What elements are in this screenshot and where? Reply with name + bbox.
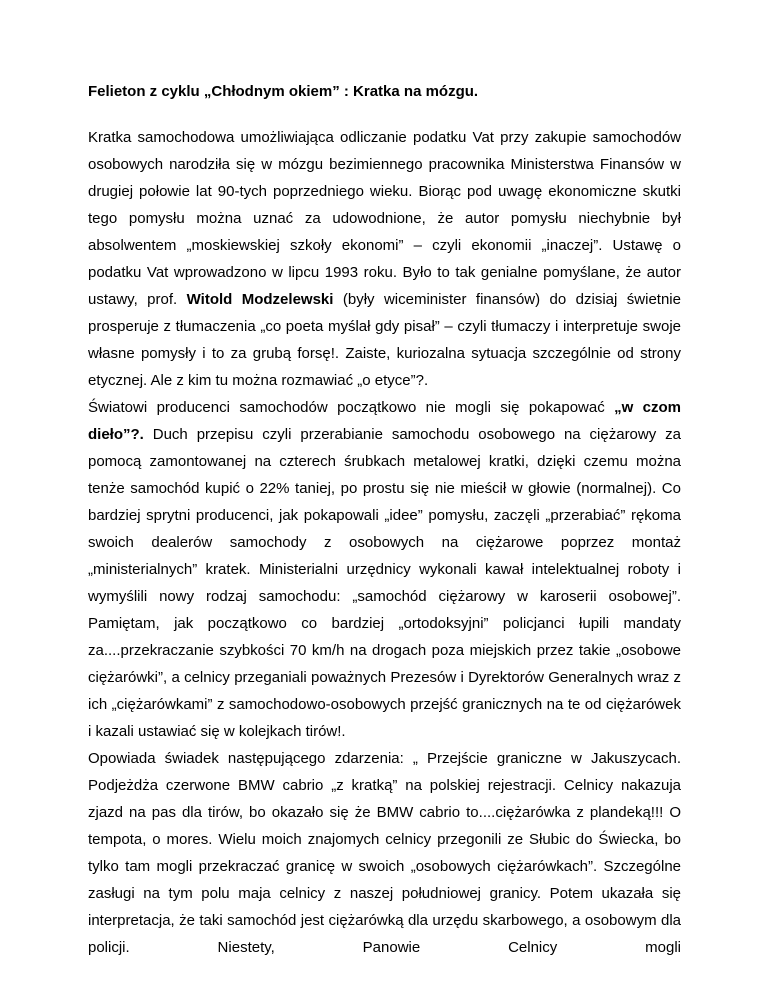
paragraph-2	[88, 394, 681, 745]
paragraph-1-text-a: Kratka samochodowa umożliwiająca odliczanie podatku Vat przy zakupie samochodów osobowych narodziła się w mózgu bezimiennego pracownika Ministerstwa Finansów w drugiej połowie lat 90-tych poprzedniego wieku. Biorąc pod uwagę ekonomiczne skutki tego pomysłu można uznać za udowodnione, że autor pomysłu niechybnie był absolwentem „moskiewskiej szkoły ekonomi” – czyli ekonomii „inaczej”. Ustawę o podatku Vat wprowadzono w lipcu 1993 roku. Było to tak genialne pomyślane, że autor ustawy, prof.	[88, 129, 681, 308]
paragraph-2-text-b: Duch przepisu czyli przerabianie samochodu osobowego na ciężarowy za pomocą zamontowanej na czterech śrubkach metalowej kratki, dzięki czemu można tenże samochód kupić o 22% taniej, po prostu się nie mieścił w głowie (normalnej). Co bardziej sprytni producenci, jak pokapowali „idee” pomysłu, zaczęli „przerabiać” rękoma swoich dealerów samochody z osobowych na ciężarowe poprzez montaż „ministerialnych” kratek. Ministerialni urzędnicy wykonali kawał intelektualnej roboty i wymyślili nowy rodzaj samochodu: „samochód ciężarowy w karoserii osobowej”. Pamiętam, jak początkowo co bardziej „ortodoksyjni” policjanci łupili mandaty za....przekraczanie szybkości 70 km/h na drogach poza miejskich przez takie „osobowe ciężarówki”, a celnicy przeganiali poważnych Prezesów i Dyrektorów Generalnych wraz z ich „ciężarówkami” z samochodowo-osobowych przejść granicznych na te od ciężarówek i kazali ustawiać się w kolejkach tirów!.	[88, 426, 681, 740]
paragraph-3: Opowiada świadek następującego zdarzenia: „ Przejście graniczne w Jakuszycach. Podjeżdża czerwone BMW cabrio „z kratką” na polskiej rejestracji. Celnicy nakazuja zjazd na pas dla tirów, bo okazało się że BMW cabrio to....ciężarówka z plandeką!!! O tempota, o mores. Wielu moich znajomych celnicy przegonili ze Słubic do Świecka, bo tylko tam mogli przekraczać granicę w swoich „osobowych ciężarówkach”. Szczególne zasługi na tym polu maja celnicy z naszej południowej granicy. Potem ukazała się interpretacja, że taki samochód jest ciężarówką dla urzędu skarbowego, a osobowym dla policji. Niestety, Panowie Celnicy mogli	[88, 750, 681, 956]
article-body	[88, 124, 681, 961]
author-name: Witold Modzelewski	[186, 291, 334, 308]
paragraph-1	[88, 124, 681, 394]
paragraph-1-text-b: (były wiceminister finansów) do dzisiaj świetnie prosperuje z tłumaczenia „co poeta myślał gdy pisał” – czyli tłumaczy i interpretuje swoje własne pomysły i to za grubą forsę!. Zaiste, kuriozalna sytuacja szczególnie od strony etycznej. Ale z kim tu można rozmawiać „o etyce”?.	[88, 291, 681, 389]
article-title: Felieton z cyklu „Chłodnym okiem” : Kratka na mózgu.	[88, 83, 479, 100]
paragraph-2-text-a: Światowi producenci samochodów początkowo nie mogli się pokapować	[88, 399, 615, 416]
paragraph-2-bold-phrase: „w czom dieło”?.	[88, 399, 681, 443]
